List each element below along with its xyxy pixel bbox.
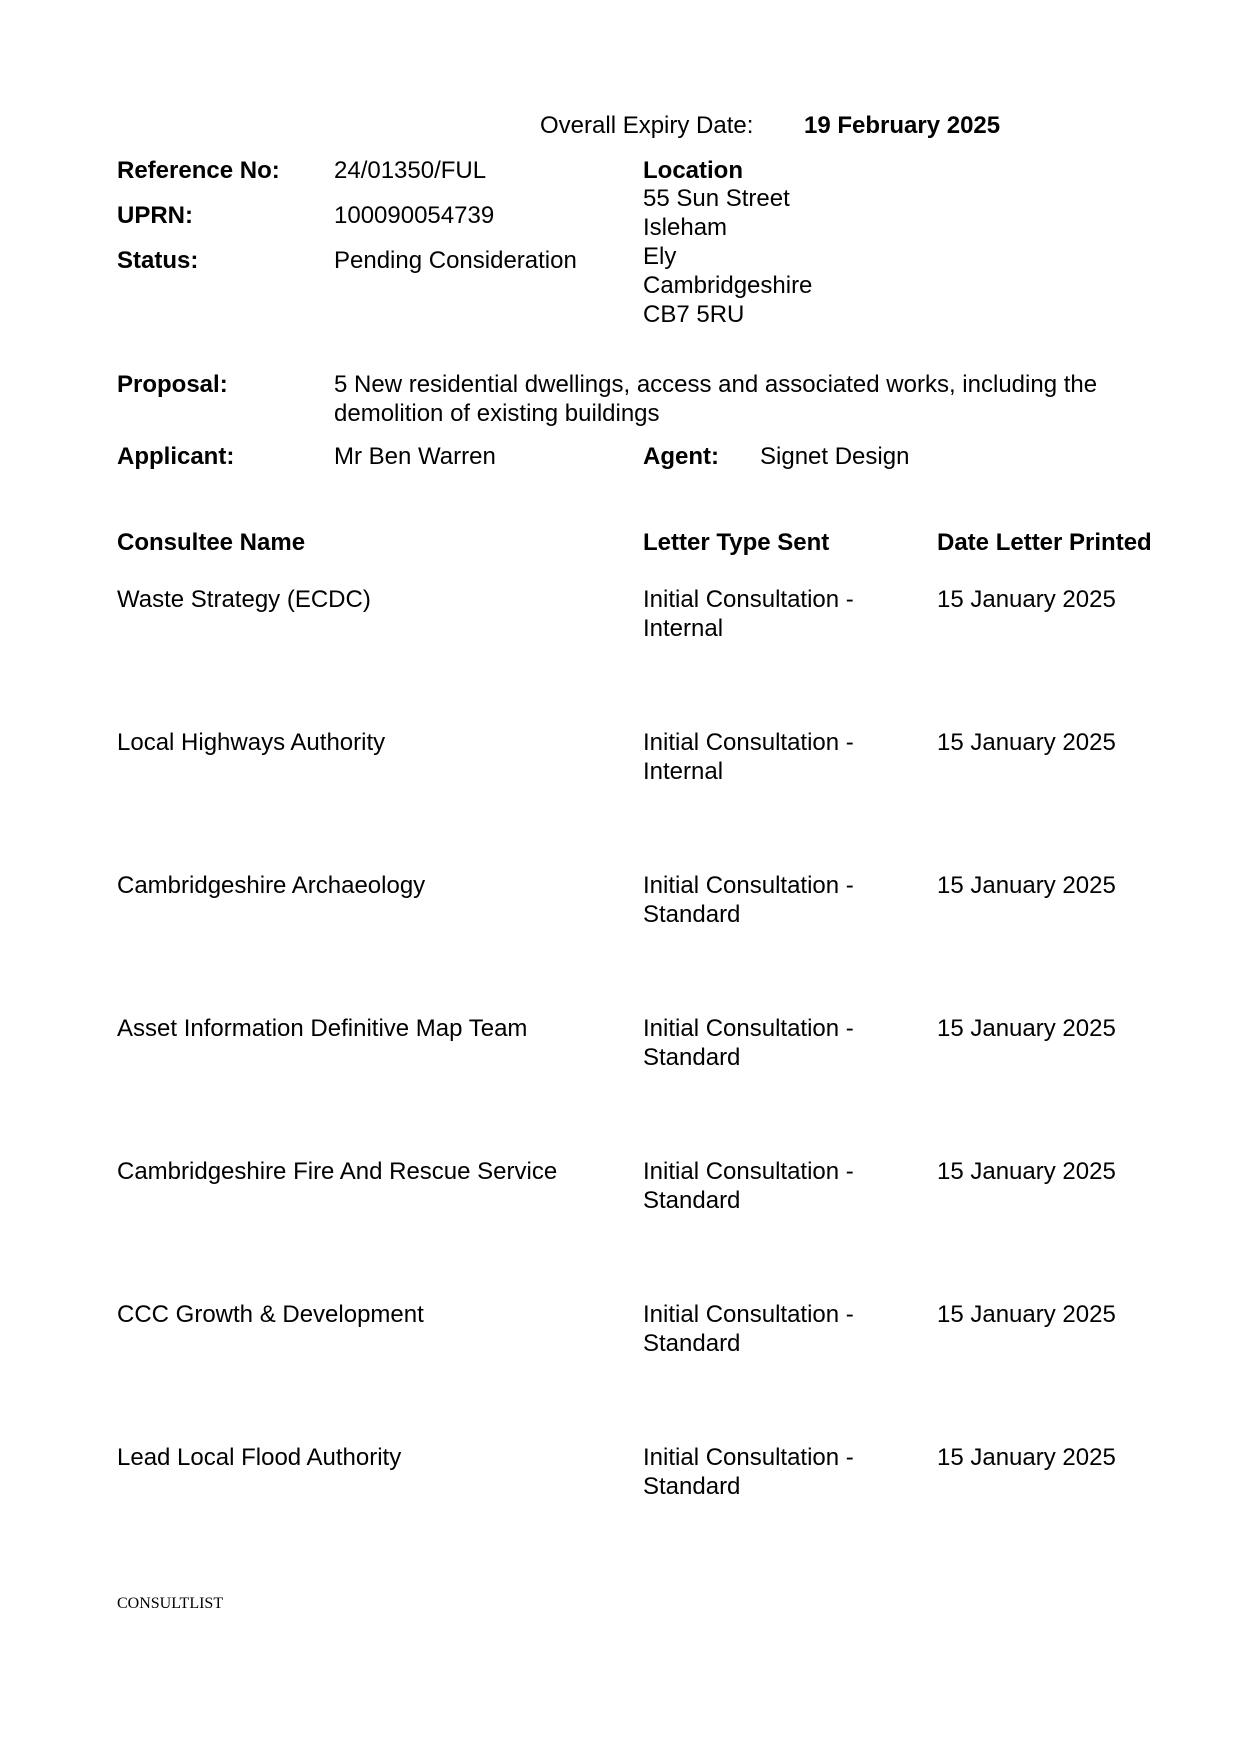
letter-type-line: Standard	[643, 1473, 741, 1500]
location-label: Location	[643, 157, 743, 184]
reference-value: 24/01350/FUL	[334, 157, 487, 184]
letter-type	[643, 1157, 854, 1215]
date-printed: 15 January 2025	[937, 1301, 1116, 1328]
reference-label: Reference No:	[117, 157, 280, 184]
consultee-name: Lead Local Flood Authority	[117, 1444, 402, 1471]
consultee-name: Waste Strategy (ECDC)	[117, 586, 371, 613]
letter-type-line: Initial Consultation -	[643, 1301, 854, 1328]
consultee-name: Asset Information Definitive Map Team	[117, 1015, 528, 1042]
report-code: CONSULTLIST	[117, 1595, 224, 1612]
proposal-line: 5 New residential dwellings, access and associated works, including the	[334, 371, 1098, 398]
date-printed: 15 January 2025	[937, 1444, 1116, 1471]
letter-type-line: Initial Consultation -	[643, 729, 854, 756]
expiry-label: Overall Expiry Date:	[540, 112, 754, 139]
letter-type-line: Standard	[643, 1044, 741, 1071]
letter-type-line: Initial Consultation -	[643, 1015, 854, 1042]
status-label: Status:	[117, 247, 199, 274]
applicant-label: Applicant:	[117, 443, 235, 470]
letter-type-line: Standard	[643, 901, 741, 928]
letter-type	[643, 1443, 854, 1501]
consultee-name: Local Highways Authority	[117, 729, 386, 756]
letter-type-line: Initial Consultation -	[643, 1158, 854, 1185]
location-line: Cambridgeshire	[643, 272, 813, 299]
letter-type	[643, 1014, 854, 1072]
uprn-label: UPRN:	[117, 202, 193, 229]
agent-value: Signet Design	[760, 443, 910, 470]
letter-type-line: Initial Consultation -	[643, 1444, 854, 1471]
date-printed: 15 January 2025	[937, 1015, 1116, 1042]
letter-type-line: Internal	[643, 615, 724, 642]
letter-type	[643, 871, 854, 929]
column-header-letter-type: Letter Type Sent	[643, 529, 830, 556]
location-line: Isleham	[643, 214, 728, 241]
column-header-date-printed: Date Letter Printed	[937, 529, 1152, 556]
location-address	[643, 184, 812, 329]
date-printed: 15 January 2025	[937, 872, 1116, 899]
letter-type	[643, 728, 854, 786]
applicant-value: Mr Ben Warren	[334, 443, 496, 470]
status-value: Pending Consideration	[334, 247, 577, 274]
date-printed: 15 January 2025	[937, 729, 1116, 756]
location-line: CB7 5RU	[643, 301, 745, 328]
consultee-name: Cambridgeshire Archaeology	[117, 872, 426, 899]
proposal-label: Proposal:	[117, 371, 228, 398]
proposal-line: demolition of existing buildings	[334, 400, 660, 427]
consultee-name: CCC Growth & Development	[117, 1301, 424, 1328]
letter-type-line: Internal	[643, 758, 724, 785]
letter-type-line: Standard	[643, 1187, 741, 1214]
letter-type-line: Initial Consultation -	[643, 586, 854, 613]
location-line: Ely	[643, 243, 677, 270]
uprn-value: 100090054739	[334, 202, 495, 229]
consultee-name: Cambridgeshire Fire And Rescue Service	[117, 1158, 558, 1185]
letter-type-line: Standard	[643, 1330, 741, 1357]
date-printed: 15 January 2025	[937, 1158, 1116, 1185]
letter-type-line: Initial Consultation -	[643, 872, 854, 899]
letter-type	[643, 1300, 854, 1358]
proposal-text	[334, 370, 1097, 428]
letter-type	[643, 585, 854, 643]
column-header-consultee: Consultee Name	[117, 529, 306, 556]
date-printed: 15 January 2025	[937, 586, 1116, 613]
agent-label: Agent:	[643, 443, 719, 470]
expiry-date: 19 February 2025	[804, 112, 1001, 139]
location-line: 55 Sun Street	[643, 185, 790, 212]
